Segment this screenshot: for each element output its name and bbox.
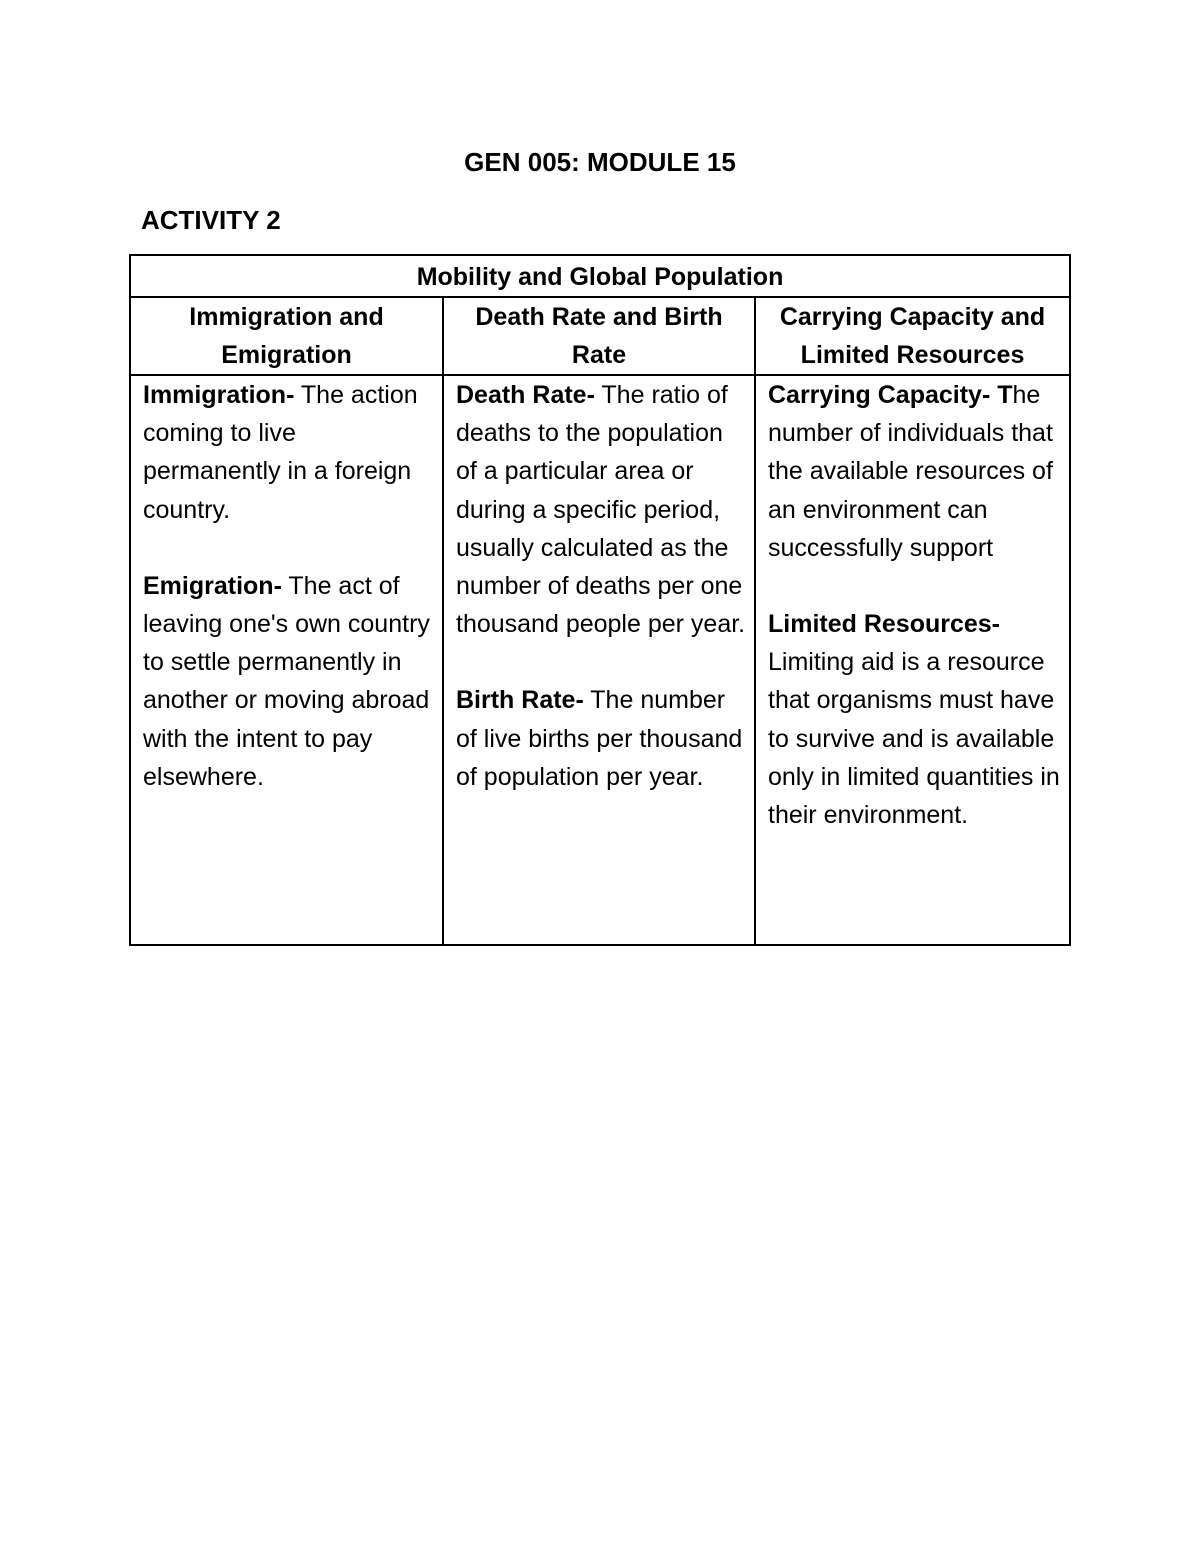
definition-immigration	[143, 376, 438, 529]
definition-carrying-capacity	[768, 376, 1065, 567]
term-limited-resources: Limited Resources-	[768, 610, 1001, 639]
term-birth-rate: Birth Rate-	[456, 686, 584, 715]
cell-carrying-capacity-resources	[755, 375, 1070, 945]
text-death-rate: The ratio of deaths to the population of a particular area or during a specific period, usually calculated as the number of deaths per one thousand people per year.	[456, 381, 746, 639]
definition-emigration	[143, 567, 438, 796]
column-header-immigration: Immigration and Emigration	[130, 297, 443, 375]
term-death-rate: Death Rate-	[456, 381, 595, 409]
definition-birth-rate	[456, 681, 750, 796]
cell-immigration-emigration	[130, 375, 443, 945]
text-limited-resources: Limiting aid is a resource that organisms must have to survive and is available only in limited quantities in their environment.	[768, 648, 1060, 830]
term-immigration: Immigration-	[143, 381, 295, 409]
term-emigration: Emigration-	[143, 571, 282, 600]
cell-death-birth-rate	[443, 375, 755, 945]
definition-death-rate	[456, 376, 750, 643]
table-title: Mobility and Global Population	[130, 255, 1070, 297]
term-carrying-capacity: Carrying Capacity- T	[768, 381, 1013, 409]
text-carrying-capacity: he number of individuals that the available resources of an environment can successfully support	[768, 381, 1053, 562]
activity-label: ACTIVITY 2	[141, 205, 281, 235]
text-immigration: The action coming to live permanently in a foreign country.	[143, 381, 418, 524]
definition-limited-resources	[768, 605, 1065, 834]
column-header-death-birth-rate: Death Rate and Birth Rate	[443, 297, 755, 375]
text-birth-rate: The number of live births per thousand of population per year.	[456, 686, 743, 791]
mobility-table	[129, 254, 1071, 946]
column-header-carrying-capacity: Carrying Capacity and Limited Resources	[755, 297, 1070, 375]
text-emigration: The act of leaving one's own country to settle permanently in another or moving abroad with the intent to pay elsewhere.	[143, 571, 430, 791]
document-title: GEN 005: MODULE 15	[464, 147, 736, 177]
